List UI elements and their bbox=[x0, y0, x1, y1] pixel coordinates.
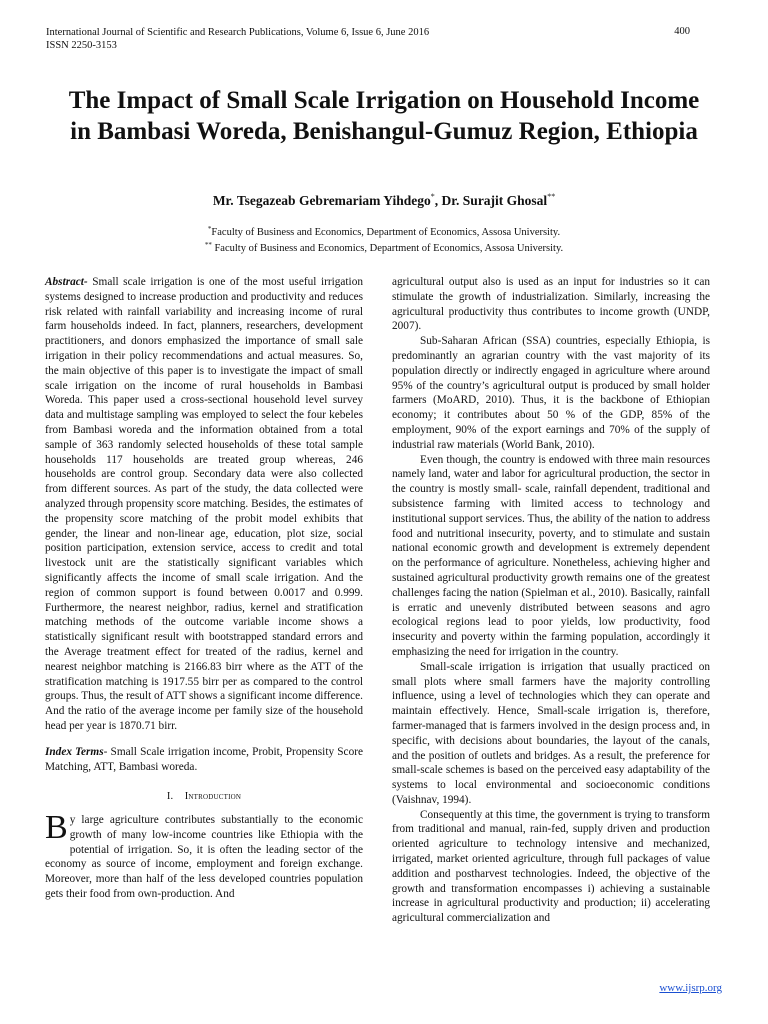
author-separator: , bbox=[434, 193, 442, 208]
index-terms-label: Index Terms bbox=[45, 745, 104, 758]
paragraph: Consequently at this time, the government is trying to transform from traditional and manual, rain-fed, supply driven and production oriented agriculture to technology intensive and mechanized, irrigated, market oriented agriculture, through full packages of value addition and postharvest technologies. Indeed, the objective of the growth and transformation encompasses i) achieving a sustainable increase in agricultural productivity and production; ii) accelerating agricultural commercialization and bbox=[392, 808, 710, 925]
affiliations bbox=[60, 223, 708, 255]
affiliation-1-text: Faculty of Business and Economics, Department of Economics, Assosa University. bbox=[211, 227, 561, 238]
affiliation-1-mark: * bbox=[207, 225, 212, 233]
issn: ISSN 2250-3153 bbox=[46, 40, 117, 51]
affiliation-1 bbox=[60, 223, 708, 239]
section-title: Introduction bbox=[184, 791, 242, 803]
section-number: I. bbox=[166, 791, 174, 803]
page-number: 400 bbox=[674, 26, 690, 37]
author-2: Dr. Surajit Ghosal bbox=[441, 193, 548, 208]
paragraph: Sub-Saharan African (SSA) countries, especially Ethiopia, is predominantly an agrarian country with the vast majority of its population directly or indirectly engaged in agriculture where around 95% of the country’s agricultural output is produced by small holder farmers (MoARD, 2010). Thus, it is the backbone of Ethiopian economy; it contributes about 50 % of the GDP, 85% of the employment, 90% of the export earnings and 70% of the supply of industrial raw materials (World Bank, 2010). bbox=[392, 335, 710, 451]
author-1-mark: * bbox=[430, 192, 435, 201]
journal-website-link[interactable]: www.ijsrp.org bbox=[659, 982, 722, 994]
author-1: Mr. Tsegazeab Gebremariam Yihdego bbox=[212, 193, 431, 208]
index-terms-text: - Small Scale irrigation income, Probit, Propensity Score Matching, ATT, Bambasi woreda. bbox=[45, 745, 363, 773]
journal-header: International Journal of Scientific and Research Publications, Volume 6, Issue 6, June 2016 bbox=[46, 27, 430, 38]
drop-cap: B bbox=[45, 809, 68, 847]
paragraph: Even though, the country is endowed with three main resources namely land, water and labor for agricultural production, the sector in the country is mostly small- scale, rainfall dependent, traditional and subsistence farming with limited access to technology and institutional support services. Thus, the ability of the nation to address food and nutritional insecurity, poverty, and to stimulate and sustain national economic growth and development is extremely dependent on the performance of agriculture. Nonetheless, achieving higher and sustained agricultural productivity growth remains one of the greatest challenges facing the nation (Spielman et al., 2010). Basically, rainfall is erratic and unevenly distributed between seasons and agro ecological regions lead to poor yields, low productivity, food insecurity and poverty within the farming population, accordingly it emphasizing the need for irrigation in the country. bbox=[392, 453, 710, 658]
abstract-label: Abstract- bbox=[45, 276, 88, 288]
affiliation-2 bbox=[60, 239, 708, 255]
paragraph: Small-scale irrigation is irrigation that usually practiced on small plots where small farmers have the majority controlling influence, using a level of technologies which they can operate and maintain effectively. Hence, Small-scale irrigation is, therefore, farmer-managed that is farmers involved in the design process and, in specific, with decisions about boundaries, the layout of the canals, and the position of outlets and bridges. As a result, the preference for small-scale schemes is based on the perceived easy adaptability of the systems to local environmental and socioeconomic conditions (Vaishnav, 1994). bbox=[392, 660, 710, 806]
intro-paragraph bbox=[45, 809, 363, 902]
paper-title: The Impact of Small Scale Irrigation on Household Income in Bambasi Woreda, Benishangul-Gumuz Region, Ethiopia bbox=[68, 87, 700, 145]
affiliation-2-mark: ** bbox=[204, 241, 212, 249]
abstract bbox=[45, 275, 363, 734]
left-column bbox=[45, 275, 363, 902]
intro-text: y large agriculture contributes substantially to the economic growth of many low-income countries like Ethiopia with the potential of irrigation. So, it is often the leading sector of the economy as source of income, employment and foreign exchange. Moreover, more than half of the less developed countries population gets their food from own-production. And bbox=[45, 814, 363, 901]
paragraph: agricultural output also is used as an input for industries so it can stimulate the growth of industrialization. Similarly, increasing the agricultural productivity thus contributes to income growth (UNDP, 2007). bbox=[392, 276, 710, 333]
index-terms bbox=[45, 745, 363, 775]
right-column bbox=[392, 275, 710, 926]
abstract-text: Small scale irrigation is one of the most useful irrigation systems designed to increase production and productivity and reduces risk related with rainfall variability and increasing income of rural farm households indeed. In fact, planners, researchers, development practitioners, and donors emphasized the importance of small sale irrigation in their policy recommendations and actual measures. So, the main objective of this paper is to investigate the impact of small scale irrigation on the income of rural households in Bambasi Woreda. This paper used a cross-sectional household level survey data and multistage sampling was employed to select the four kebeles from Bambasi woreda and the information obtained from a total sample of 363 randomly selected households of these total sample households 117 households are treated group whereas, 246 households are control group. Secondary data were also collected from different sources. As part of the study, the data collected were analyzed through propensity score matching. Besides, the estimates of the propensity score matching of the probit model exhibits that gender, the linear and non-linear age, education, plot size, social position participation, extension service, access to credit and total livestock unit are the statistically significant variables which significantly affects the income of small scale irrigation. And the region of common support is found between 0.0017 and 0.999. Furthermore, the nearest neighbor, radius, kernel and stratification matching methods of the outcome variable income shows a statistically significant result with bootstrapped standard errors and the Average treatment effect for treated of the radius, kernel and nearest neighbor matching is 2166.83 birr where as the ATT of the stratification matching is 1917.55 birr per as compared to the control groups. Thus, the result of ATT shows a significant income difference. And the ratio of the average income per family size of the household head per year is 1870.71 birr. bbox=[45, 276, 363, 732]
authors bbox=[60, 192, 708, 209]
affiliation-2-text: Faculty of Business and Economics, Department of Economics, Assosa University. bbox=[211, 243, 564, 254]
author-2-mark: ** bbox=[547, 192, 556, 201]
section-heading bbox=[45, 790, 363, 805]
